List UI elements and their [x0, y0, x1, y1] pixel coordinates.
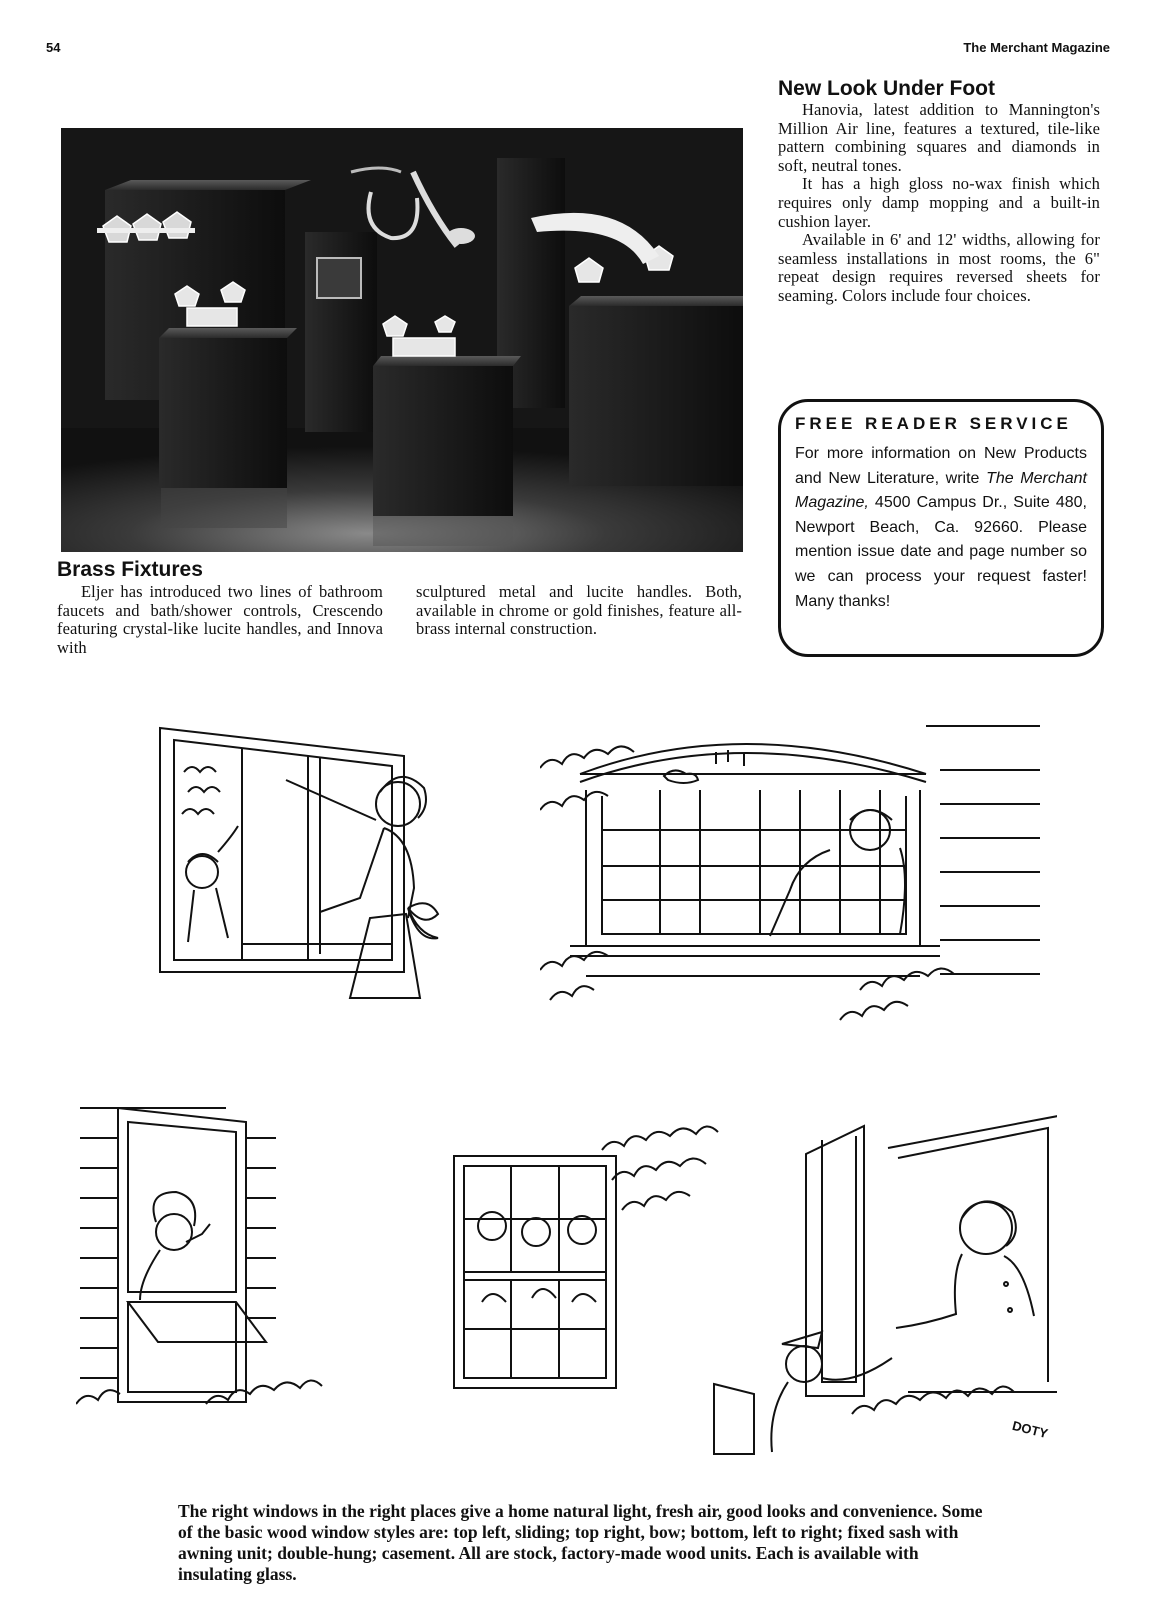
bow-window-illustration: [540, 720, 1040, 1040]
new-look-paragraph-2: It has a high gloss no-wax finish which requires only damp mopping and a built-in cushion layer.: [778, 174, 1100, 231]
reader-service-body: [795, 442, 1087, 614]
artist-signature: DOTY: [1010, 1417, 1050, 1442]
reader-service-magazine-name: The Merchant Magazine,: [795, 469, 1087, 512]
reader-service-title: FREE READER SERVICE: [795, 414, 1072, 433]
brass-fixtures-article: [57, 558, 741, 582]
publication-name: The Merchant Magazine: [963, 40, 1110, 55]
sliding-window-illustration: [158, 722, 478, 1012]
new-look-paragraph-1: Hanovia, latest addition to Mannington's Million Air line, features a textured, tile-like pattern combining squares and diamonds in soft, neutral tones.: [778, 100, 1100, 175]
casement-window-illustration: [712, 1114, 1057, 1464]
brass-fixtures-column-2: sculptured metal and lucite handles. Both, available in chrome or gold finishes, feature all-brass internal construction.: [416, 582, 742, 639]
reader-service-text-1: For more information on New Products and New Literature, write: [795, 445, 1087, 487]
new-look-paragraph-3: Available in 6' and 12' widths, allowing for seamless installations in most rooms, the 6" repeat design requires reversed sheets for seaming. Colors include four choices.: [778, 230, 1100, 305]
new-look-article: [778, 77, 1100, 306]
illustration-caption: The right windows in the right places give a home natural light, fresh air, good looks and convenience. Some of the basic wood window styles are: top left, sliding; top right, bow; bottom, left to right; fixed sash with awning unit; double-hung; casement. All are stock, factory-made wood units. Each is available with insulating glass.: [178, 1501, 983, 1584]
reader-service-text-2: 4500 Campus Dr., Suite 480, Newport Beach, Ca. 92660. Please mention issue date and page number so we can process your request faster! Many thanks!: [795, 494, 1087, 610]
new-look-title: New Look Under Foot: [778, 77, 995, 100]
brass-fixtures-column-1: Eljer has introduced two lines of bathroom faucets and bath/shower controls, Crescendo featuring crystal-like lucite handles, and Innova with: [57, 582, 383, 657]
brass-fixtures-photo: [61, 128, 743, 552]
page-number: 54: [46, 40, 61, 55]
awning-window-illustration: [76, 1102, 366, 1424]
brass-fixtures-title: Brass Fixtures: [57, 558, 203, 581]
reader-service-box: [778, 399, 1104, 657]
